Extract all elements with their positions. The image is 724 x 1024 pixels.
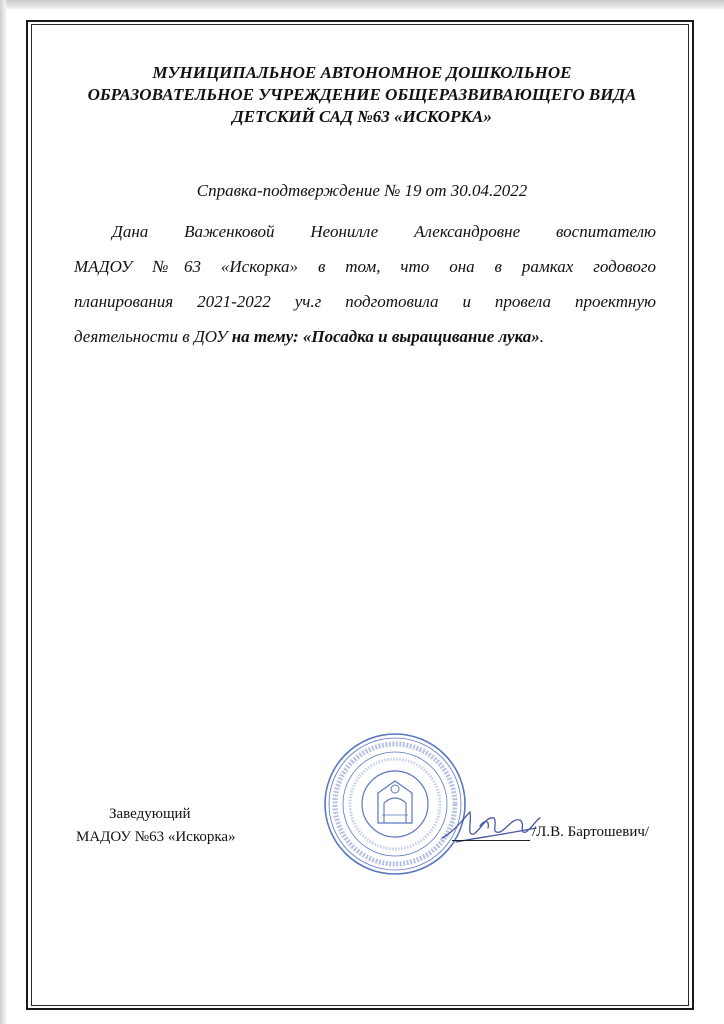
signatory-title bbox=[76, 803, 236, 849]
scan-edge-top bbox=[0, 0, 724, 9]
project-topic: на тему: «Посадка и выращивание лука» bbox=[231, 327, 540, 346]
header-line-3: ДЕТСКИЙ САД №63 «ИСКОРКА» bbox=[232, 107, 492, 126]
body-line-4-end: . bbox=[539, 327, 544, 346]
certificate-body bbox=[74, 214, 656, 354]
body-line-2: МАДОУ №63 «Искорка» в том, что она в рамках годового bbox=[74, 257, 656, 276]
scan-edge-left bbox=[0, 0, 6, 1024]
body-line-1: Дана Важенковой Неонилле Александровне воспитателю bbox=[112, 222, 656, 241]
certificate-title: Справка-подтверждение № 19 от 30.04.2022 bbox=[196, 181, 528, 200]
header-line-2: ОБРАЗОВАТЕЛЬНОЕ УЧРЕЖДЕНИЕ ОБЩЕРАЗВИВАЮЩЕГО ВИДА bbox=[87, 85, 637, 104]
signatory-position: Заведующий bbox=[109, 806, 191, 822]
signatory-name: /Л.В. Бартошевич/ bbox=[532, 824, 650, 840]
signatory-organization: МАДОУ №63 «Искорка» bbox=[76, 829, 236, 845]
body-line-4-plain: деятельности в ДОУ bbox=[74, 327, 232, 346]
body-line-3: планирования 2021-2022 уч.г подготовила и провела проектную bbox=[74, 292, 656, 311]
handwritten-signature bbox=[436, 798, 546, 854]
body-line-4 bbox=[74, 319, 656, 354]
signature-line bbox=[452, 840, 530, 841]
organization-header bbox=[60, 62, 664, 128]
header-line-1: МУНИЦИПАЛЬНОЕ АВТОНОМНОЕ ДОШКОЛЬНОЕ bbox=[152, 63, 572, 82]
